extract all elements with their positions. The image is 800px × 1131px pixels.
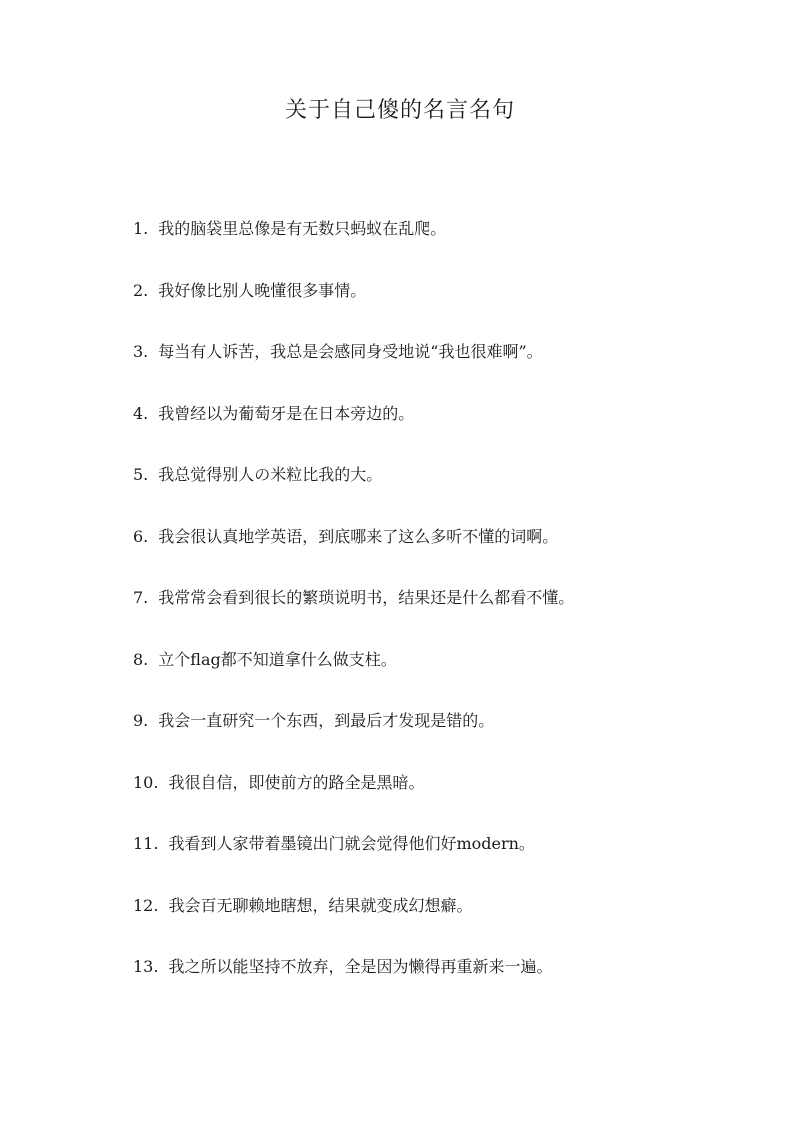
item-text: 我看到人家带着墨镜出门就会觉得他们好modern。 (168, 834, 535, 853)
item-text: 我曾经以为葡萄牙是在日本旁边的。 (158, 403, 415, 423)
item-number: 2. (133, 280, 149, 300)
item-number: 8. (133, 649, 149, 669)
item-number: 7. (133, 588, 149, 607)
list-item (133, 891, 753, 953)
item-text: 每当有人诉苦，我总是会感同身受地说“我也很难啊”。 (158, 342, 543, 361)
list-item (133, 214, 753, 276)
item-text: 我的脑袋里总像是有无数只蚂蚁在乱爬。 (158, 219, 447, 238)
item-number: 10. (133, 772, 159, 792)
item-number: 1. (133, 219, 149, 238)
list-item (133, 460, 753, 522)
item-text: 我总觉得别人の米粒比我的大。 (158, 465, 383, 484)
item-text: 我很自信，即使前方的路全是黑暗。 (168, 772, 425, 792)
item-number: 6. (133, 526, 149, 546)
page-title: 关于自己傻的名言名句 (284, 98, 515, 123)
list-item (133, 522, 753, 584)
item-text: 我好像比别人晚懂很多事情。 (158, 280, 367, 300)
list-item (133, 952, 753, 1014)
item-text: 我会很认真地学英语，到底哪来了这么多听不懂的词啊。 (158, 526, 559, 546)
item-text: 立个flag都不知道拿什么做支柱。 (158, 649, 397, 669)
item-number: 11. (133, 834, 159, 853)
item-text: 我会百无聊赖地瞎想，结果就变成幻想癖。 (168, 895, 473, 915)
list-item (133, 829, 753, 891)
list-item (133, 645, 753, 707)
item-number: 13. (133, 957, 159, 976)
list-item (133, 706, 753, 768)
list-item (133, 768, 753, 830)
list-item (133, 337, 753, 399)
item-number: 9. (133, 711, 149, 730)
list-item (133, 583, 753, 645)
item-number: 4. (133, 403, 149, 423)
item-text: 我之所以能坚持不放弃，全是因为懒得再重新来一遍。 (168, 957, 553, 976)
item-text: 我常常会看到很长的繁琐说明书，结果还是什么都看不懂。 (158, 588, 575, 607)
quote-list (133, 214, 753, 1014)
item-number: 5. (133, 465, 149, 484)
list-item (133, 399, 753, 461)
list-item (133, 276, 753, 338)
item-text: 我会一直研究一个东西，到最后才发现是错的。 (158, 711, 495, 730)
item-number: 12. (133, 895, 159, 915)
item-number: 3. (133, 342, 149, 361)
